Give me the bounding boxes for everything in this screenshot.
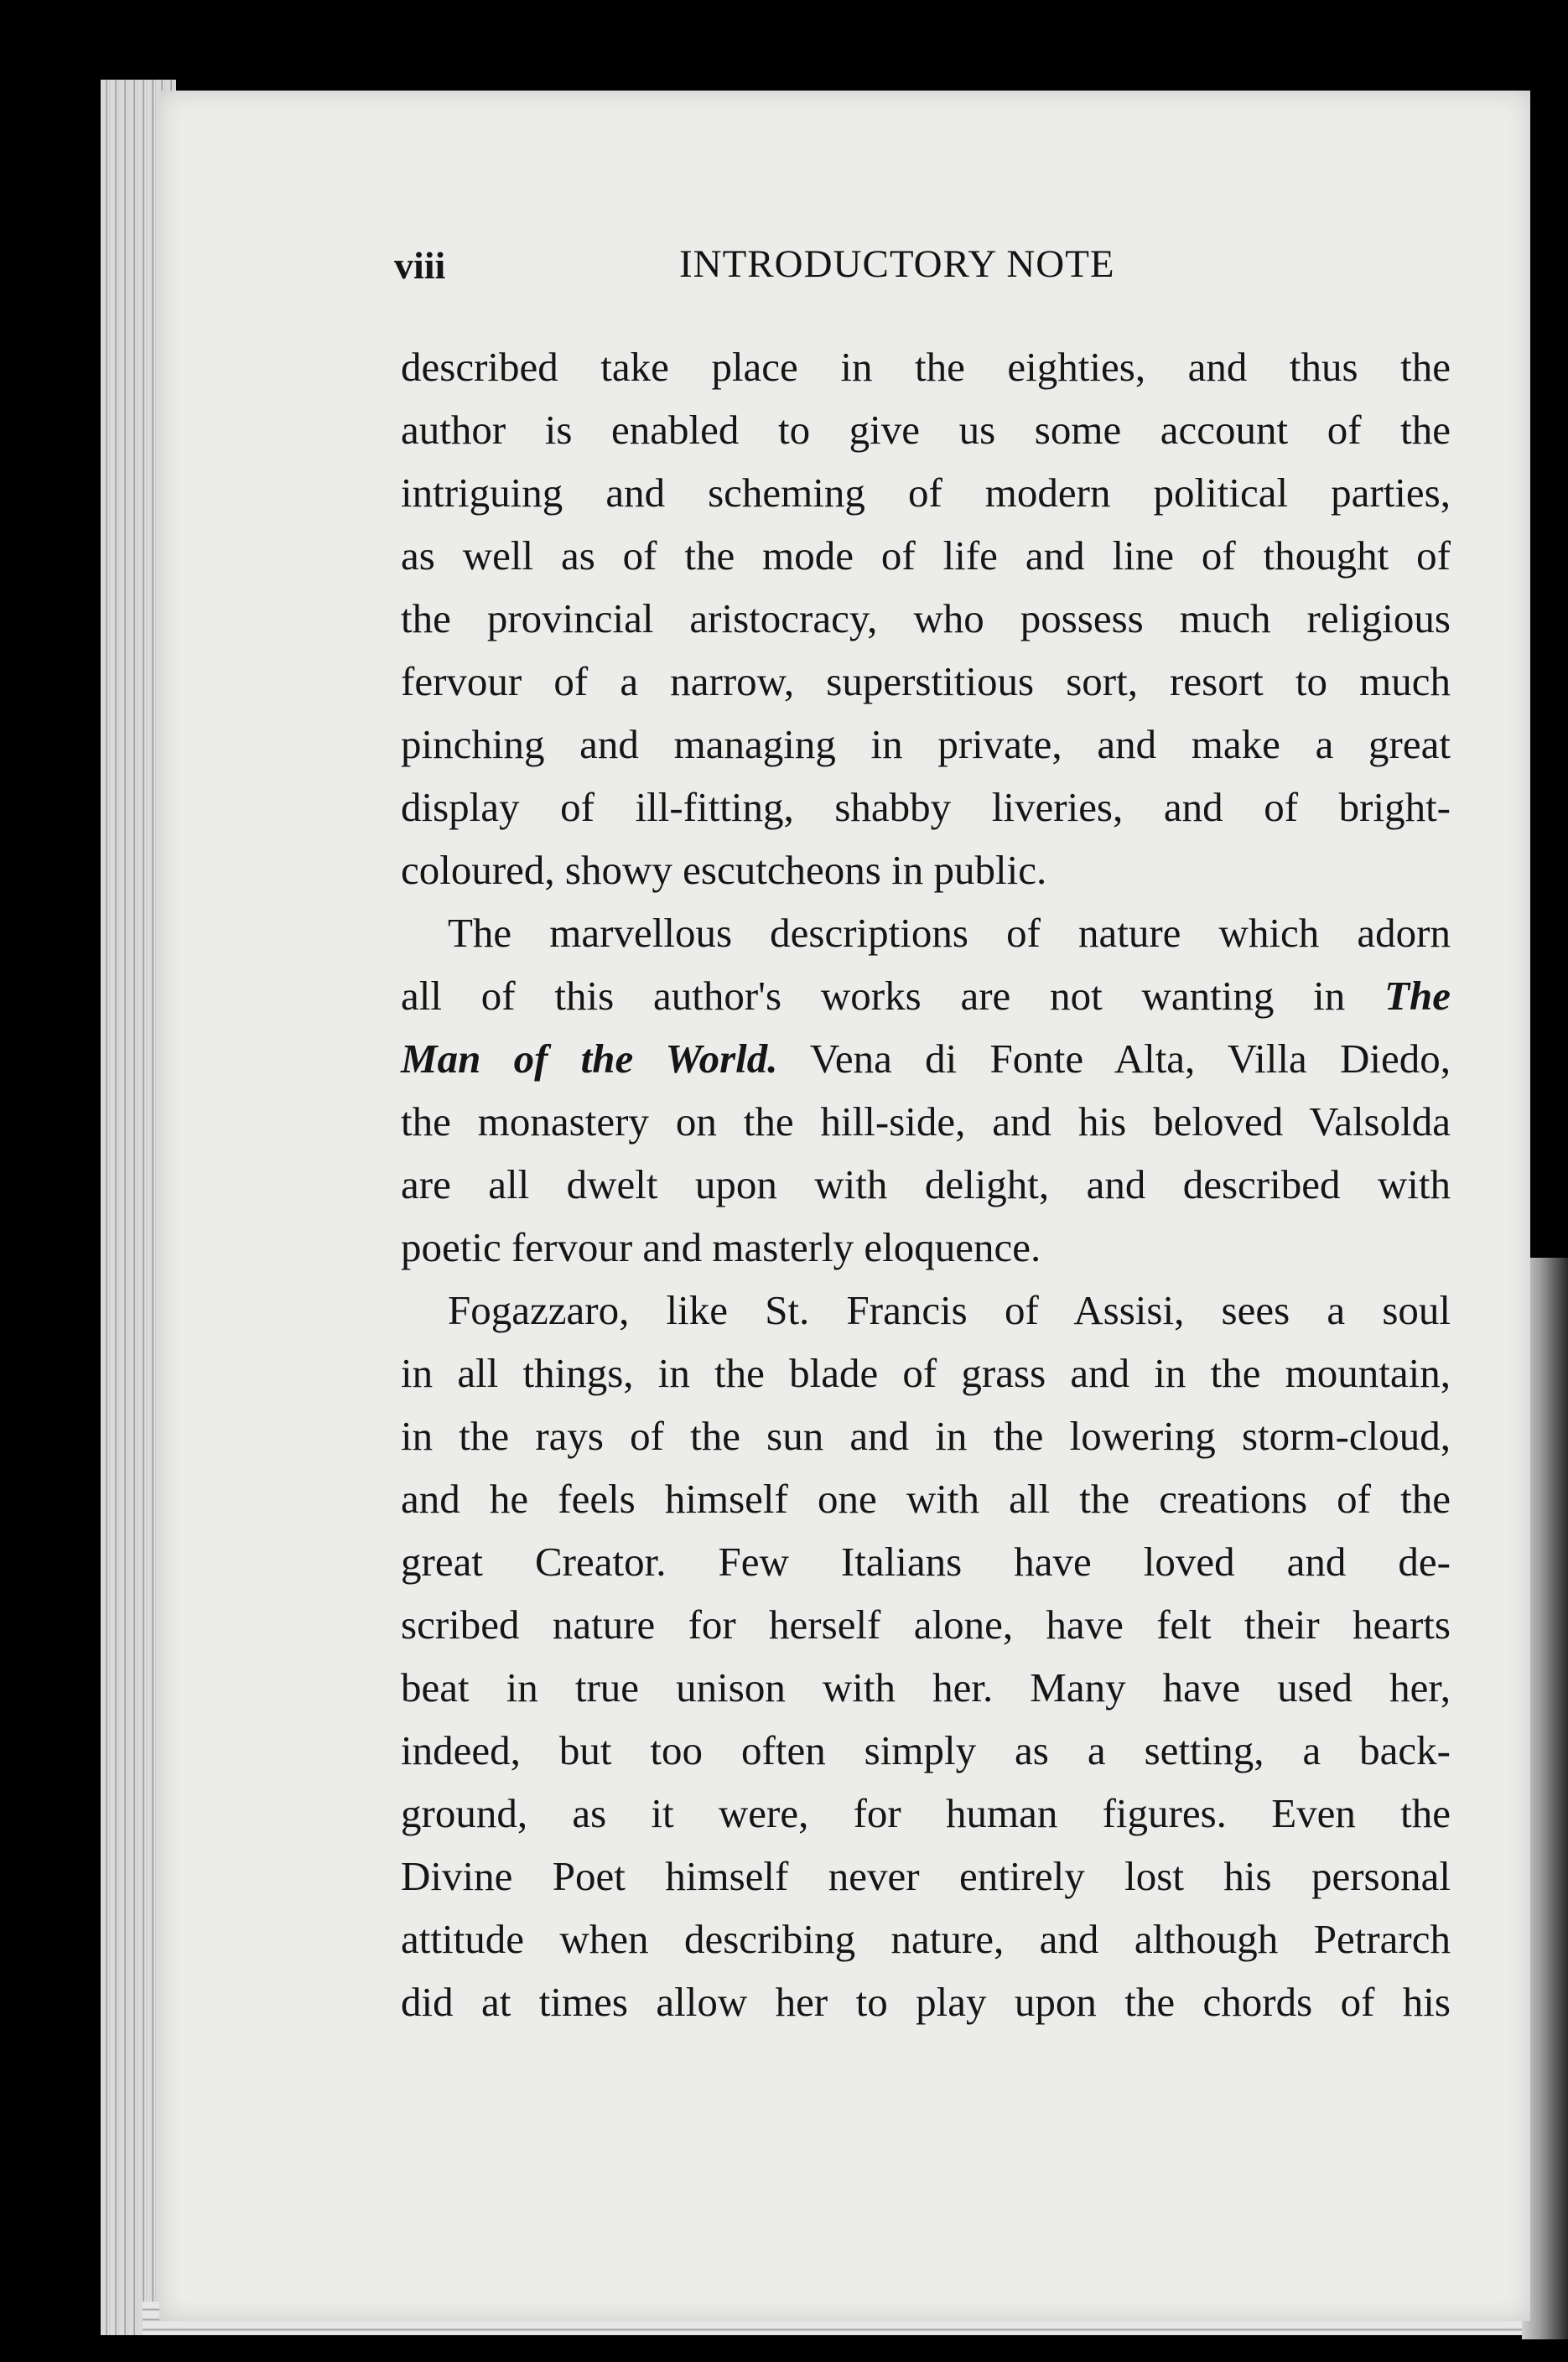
text-segment: all of this author's works are not wanting in xyxy=(401,973,1346,1019)
text-line: the monastery on the hill-side, and his beloved Valsolda xyxy=(401,1098,1451,1145)
book-title-italic: The xyxy=(1384,973,1451,1019)
text-line: ground, as it were, for human figures. Even the xyxy=(401,1790,1451,1836)
text-line: did at times allow her to play upon the chords of his xyxy=(401,1979,1451,2025)
book-title-italic: Man of the World. xyxy=(401,1036,778,1082)
paragraph-1 xyxy=(401,335,1451,901)
text-line: and he feels himself one with all the creations of the xyxy=(401,1476,1451,1522)
text-line: fervour of a narrow, superstitious sort, resort to much xyxy=(401,658,1451,704)
text-line: beat in true unison with her. Many have used her, xyxy=(401,1664,1451,1711)
text-line: described take place in the eighties, and thus the xyxy=(401,344,1451,390)
text-line: indeed, but too often simply as a setting, a back- xyxy=(401,1727,1451,1773)
page-number: viii xyxy=(394,244,446,287)
text-line: intriguing and scheming of modern political parties, xyxy=(401,470,1451,516)
text-line xyxy=(401,964,1451,1027)
running-title: INTRODUCTORY NOTE xyxy=(679,242,1115,286)
paragraph-2 xyxy=(401,901,1451,1279)
text-line: are all dwelt upon with delight, and described with xyxy=(401,1161,1451,1207)
text-line: poetic fervour and masterly eloquence. xyxy=(401,1224,1041,1270)
text-line: attitude when describing nature, and although Petrarch xyxy=(401,1916,1451,1962)
text-line xyxy=(401,1027,1451,1090)
text-line: the provincial aristocracy, who possess much religious xyxy=(401,595,1451,641)
text-line: in the rays of the sun and in the lowering storm-cloud, xyxy=(401,1413,1451,1459)
text-line: coloured, showy escutcheons in public. xyxy=(401,847,1047,893)
text-line: Fogazzaro, like St. Francis of Assisi, sees a soul xyxy=(448,1287,1451,1333)
text-line: author is enabled to give us some account of the xyxy=(401,407,1451,453)
text-line: The marvellous descriptions of nature which adorn xyxy=(448,910,1451,956)
text-line: in all things, in the blade of grass and in the mountain, xyxy=(401,1350,1451,1396)
text-line: scribed nature for herself alone, have felt their hearts xyxy=(401,1601,1451,1648)
text-line: pinching and managing in private, and make a great xyxy=(401,721,1451,767)
text-line: great Creator. Few Italians have loved and de- xyxy=(401,1539,1451,1585)
body-text xyxy=(401,335,1451,2033)
text-line: display of ill-fitting, shabby liveries, and of bright- xyxy=(401,784,1451,830)
text-segment: Vena di Fonte Alta, Villa Diedo, xyxy=(809,1036,1451,1082)
text-line: as well as of the mode of life and line of thought of xyxy=(401,532,1451,579)
paragraph-3 xyxy=(401,1279,1451,2033)
text-line: Divine Poet himself never entirely lost his personal xyxy=(401,1853,1451,1899)
